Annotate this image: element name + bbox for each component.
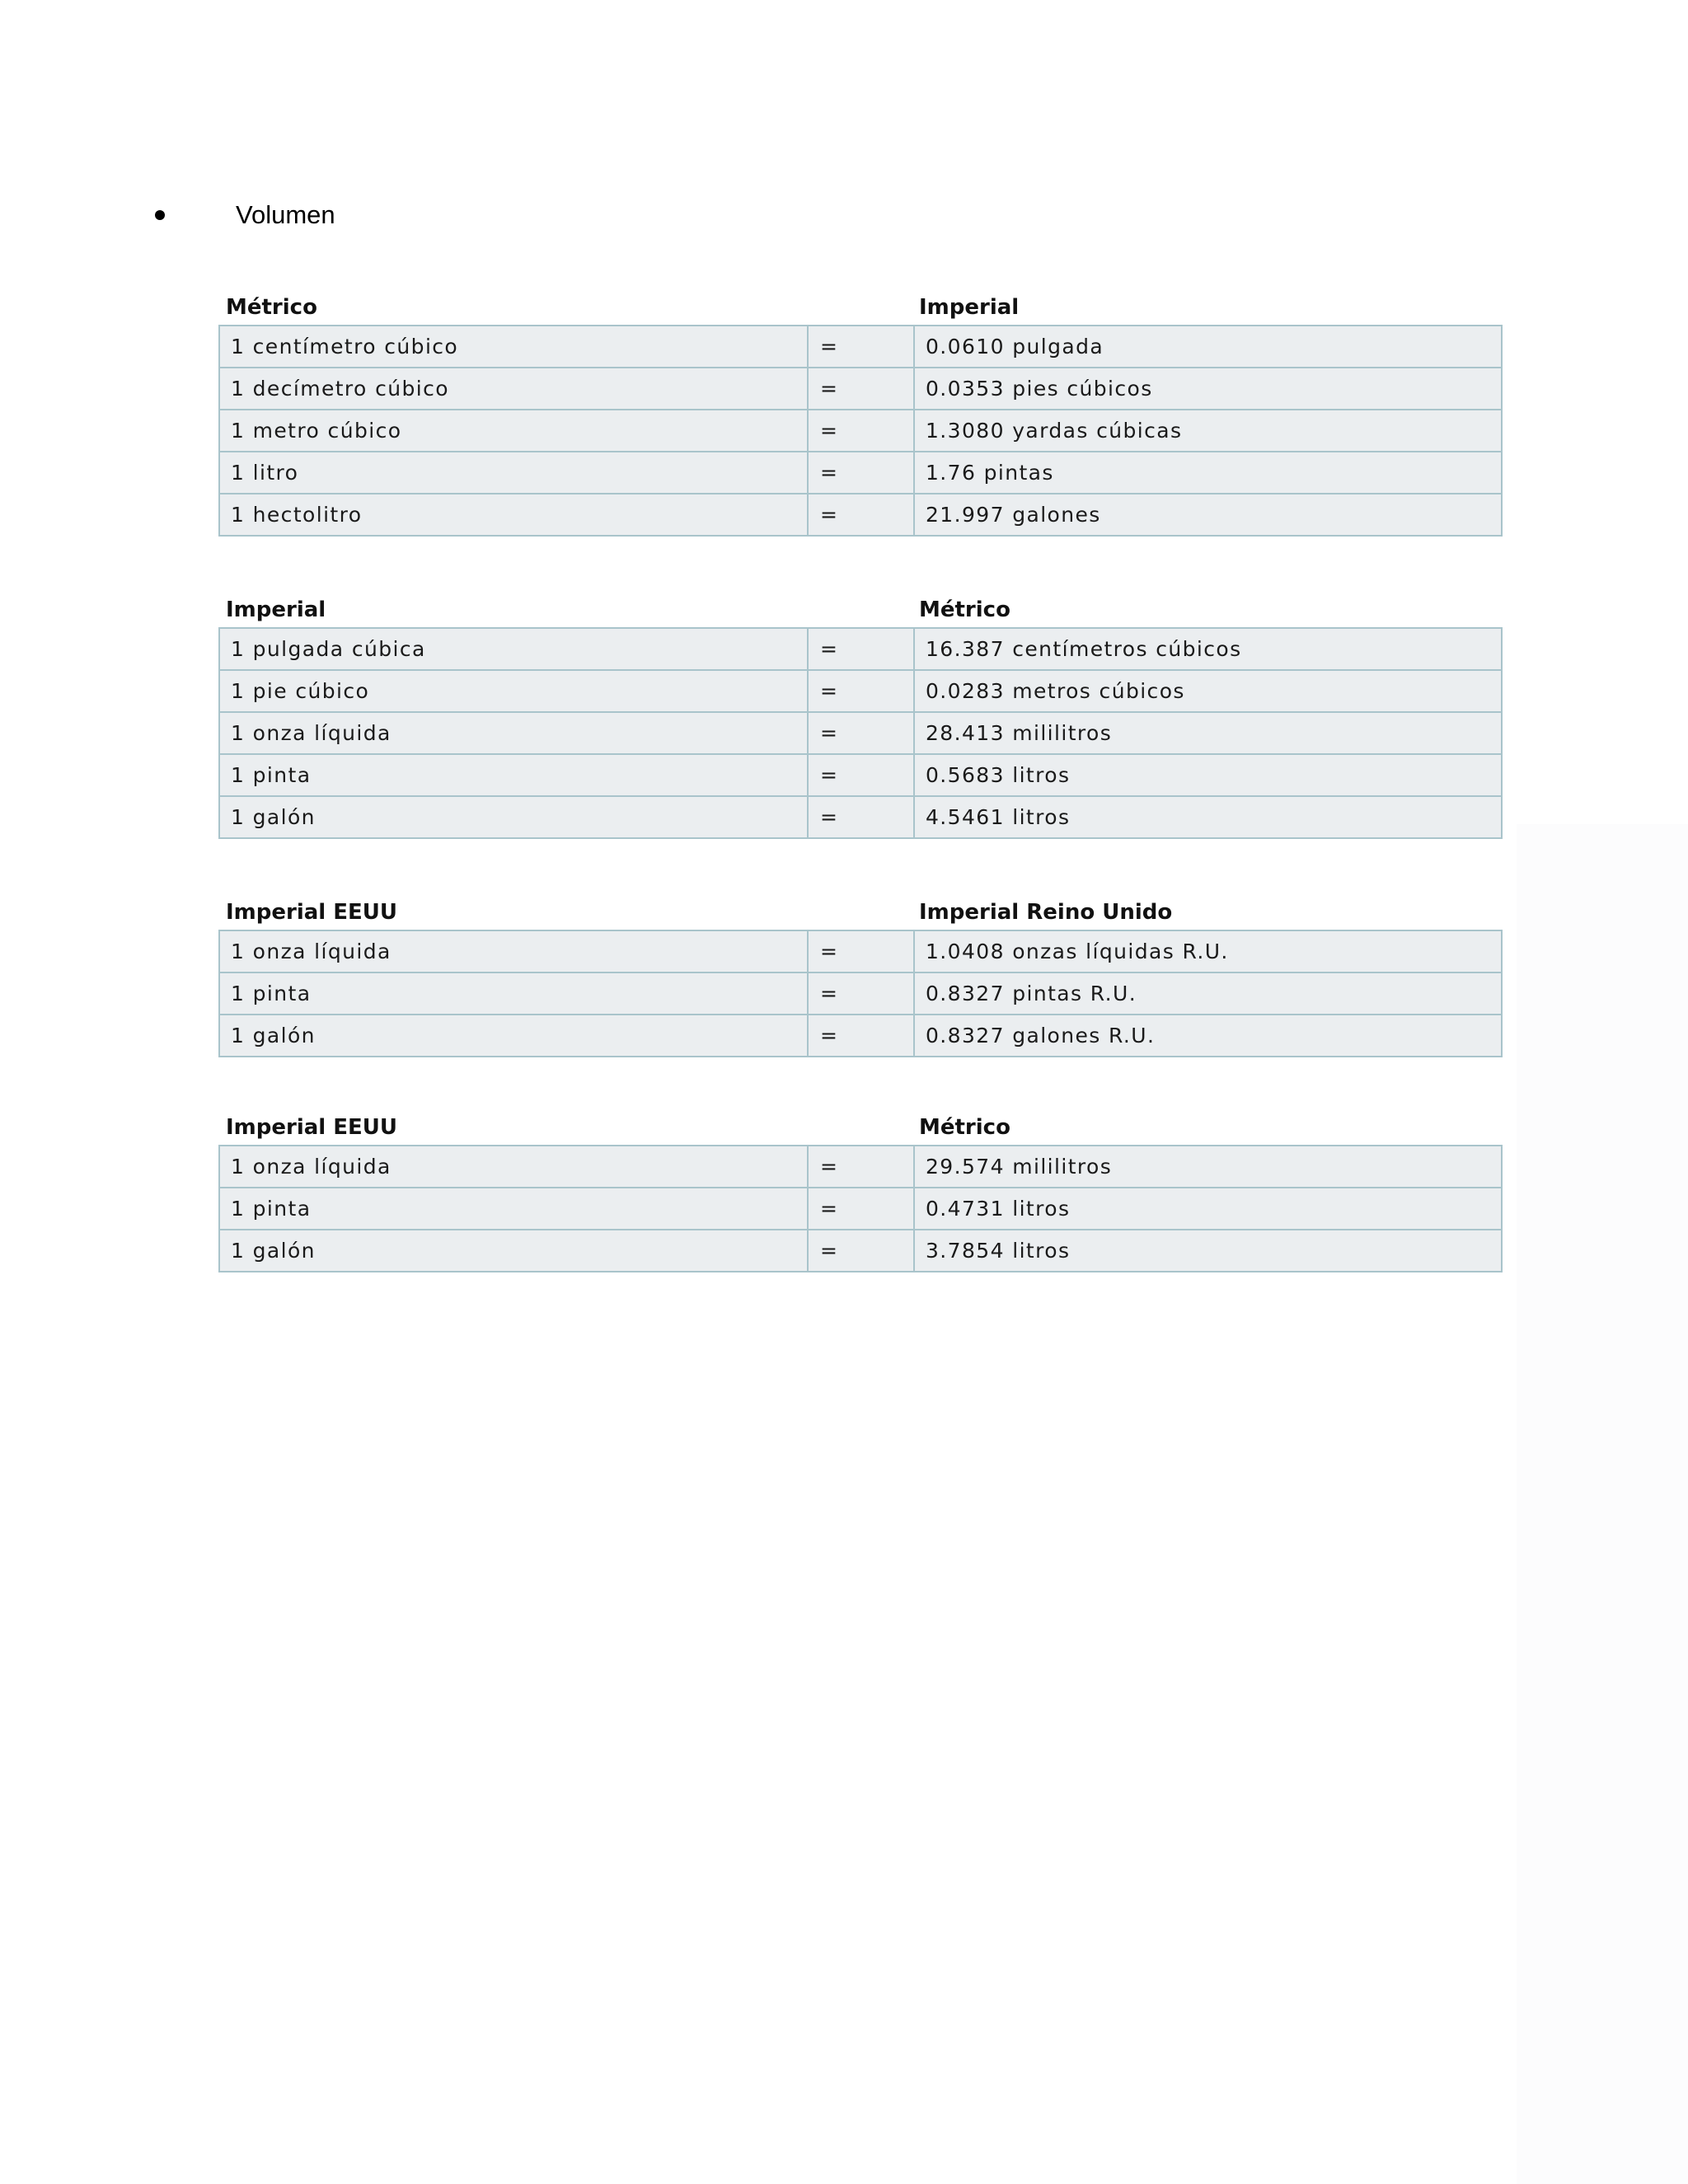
table-header bbox=[218, 293, 1501, 325]
table-row bbox=[219, 670, 1502, 712]
right-cell: 0.8327 galones R.U. bbox=[914, 1015, 1502, 1057]
equals-cell: = bbox=[808, 712, 914, 754]
equals-cell: = bbox=[808, 452, 914, 494]
table-row bbox=[219, 712, 1502, 754]
right-cell: 1.76 pintas bbox=[914, 452, 1502, 494]
equals-cell: = bbox=[808, 670, 914, 712]
right-cell: 29.574 mililitros bbox=[914, 1146, 1502, 1188]
table-header bbox=[218, 596, 1501, 627]
conversion-table bbox=[218, 627, 1503, 839]
right-cell: 0.0283 metros cúbicos bbox=[914, 670, 1502, 712]
equals-cell: = bbox=[808, 972, 914, 1015]
conversion-table-us-to-uk bbox=[218, 898, 1501, 1057]
conversion-table-us-to-metric bbox=[218, 1113, 1501, 1272]
left-cell: 1 litro bbox=[219, 452, 808, 494]
left-cell: 1 onza líquida bbox=[219, 1146, 808, 1188]
conversion-table bbox=[218, 930, 1503, 1057]
page-background bbox=[1517, 824, 1688, 2184]
left-column-header: Imperial EEUU bbox=[226, 900, 397, 925]
table-row bbox=[219, 410, 1502, 452]
left-cell: 1 pulgada cúbica bbox=[219, 628, 808, 670]
equals-cell: = bbox=[808, 754, 914, 796]
conversion-table-imperial-to-metric bbox=[218, 596, 1501, 839]
left-cell: 1 onza líquida bbox=[219, 930, 808, 972]
table-row bbox=[219, 1146, 1502, 1188]
right-cell: 16.387 centímetros cúbicos bbox=[914, 628, 1502, 670]
right-cell: 3.7854 litros bbox=[914, 1230, 1502, 1272]
right-column-header: Métrico bbox=[919, 1115, 1010, 1140]
right-cell: 28.413 mililitros bbox=[914, 712, 1502, 754]
left-cell: 1 centímetro cúbico bbox=[219, 326, 808, 368]
equals-cell: = bbox=[808, 368, 914, 410]
left-cell: 1 pinta bbox=[219, 972, 808, 1015]
left-cell: 1 galón bbox=[219, 796, 808, 838]
table-row bbox=[219, 628, 1502, 670]
equals-cell: = bbox=[808, 1230, 914, 1272]
table-row bbox=[219, 1230, 1502, 1272]
table-row bbox=[219, 1188, 1502, 1230]
left-cell: 1 decímetro cúbico bbox=[219, 368, 808, 410]
left-cell: 1 pie cúbico bbox=[219, 670, 808, 712]
bullet-icon bbox=[155, 210, 165, 220]
right-cell: 4.5461 litros bbox=[914, 796, 1502, 838]
table-row bbox=[219, 452, 1502, 494]
right-column-header: Imperial Reino Unido bbox=[919, 900, 1173, 925]
left-cell: 1 galón bbox=[219, 1015, 808, 1057]
equals-cell: = bbox=[808, 796, 914, 838]
left-cell: 1 pinta bbox=[219, 754, 808, 796]
table-row bbox=[219, 1015, 1502, 1057]
table-row bbox=[219, 368, 1502, 410]
table-row bbox=[219, 796, 1502, 838]
right-cell: 0.0353 pies cúbicos bbox=[914, 368, 1502, 410]
left-cell: 1 metro cúbico bbox=[219, 410, 808, 452]
equals-cell: = bbox=[808, 326, 914, 368]
left-cell: 1 hectolitro bbox=[219, 494, 808, 536]
right-cell: 1.3080 yardas cúbicas bbox=[914, 410, 1502, 452]
table-header bbox=[218, 1113, 1501, 1145]
table-header bbox=[218, 898, 1501, 930]
right-cell: 1.0408 onzas líquidas R.U. bbox=[914, 930, 1502, 972]
right-cell: 0.5683 litros bbox=[914, 754, 1502, 796]
left-column-header: Imperial EEUU bbox=[226, 1115, 397, 1140]
equals-cell: = bbox=[808, 494, 914, 536]
right-cell: 21.997 galones bbox=[914, 494, 1502, 536]
bullet-item bbox=[155, 194, 335, 236]
table-row bbox=[219, 326, 1502, 368]
table-row bbox=[219, 972, 1502, 1015]
table-row bbox=[219, 754, 1502, 796]
table-row bbox=[219, 494, 1502, 536]
right-column-header: Imperial bbox=[919, 295, 1020, 320]
equals-cell: = bbox=[808, 1015, 914, 1057]
right-cell: 0.0610 pulgada bbox=[914, 326, 1502, 368]
equals-cell: = bbox=[808, 410, 914, 452]
left-cell: 1 onza líquida bbox=[219, 712, 808, 754]
left-cell: 1 galón bbox=[219, 1230, 808, 1272]
conversion-table bbox=[218, 1145, 1503, 1272]
left-cell: 1 pinta bbox=[219, 1188, 808, 1230]
right-cell: 0.8327 pintas R.U. bbox=[914, 972, 1502, 1015]
bullet-text: Volumen bbox=[236, 200, 335, 229]
equals-cell: = bbox=[808, 1146, 914, 1188]
equals-cell: = bbox=[808, 930, 914, 972]
left-column-header: Métrico bbox=[226, 295, 317, 320]
table-row bbox=[219, 930, 1502, 972]
right-column-header: Métrico bbox=[919, 598, 1010, 622]
equals-cell: = bbox=[808, 628, 914, 670]
conversion-table-metric-to-imperial bbox=[218, 293, 1501, 537]
left-column-header: Imperial bbox=[226, 598, 326, 622]
right-cell: 0.4731 litros bbox=[914, 1188, 1502, 1230]
equals-cell: = bbox=[808, 1188, 914, 1230]
conversion-table bbox=[218, 325, 1503, 537]
